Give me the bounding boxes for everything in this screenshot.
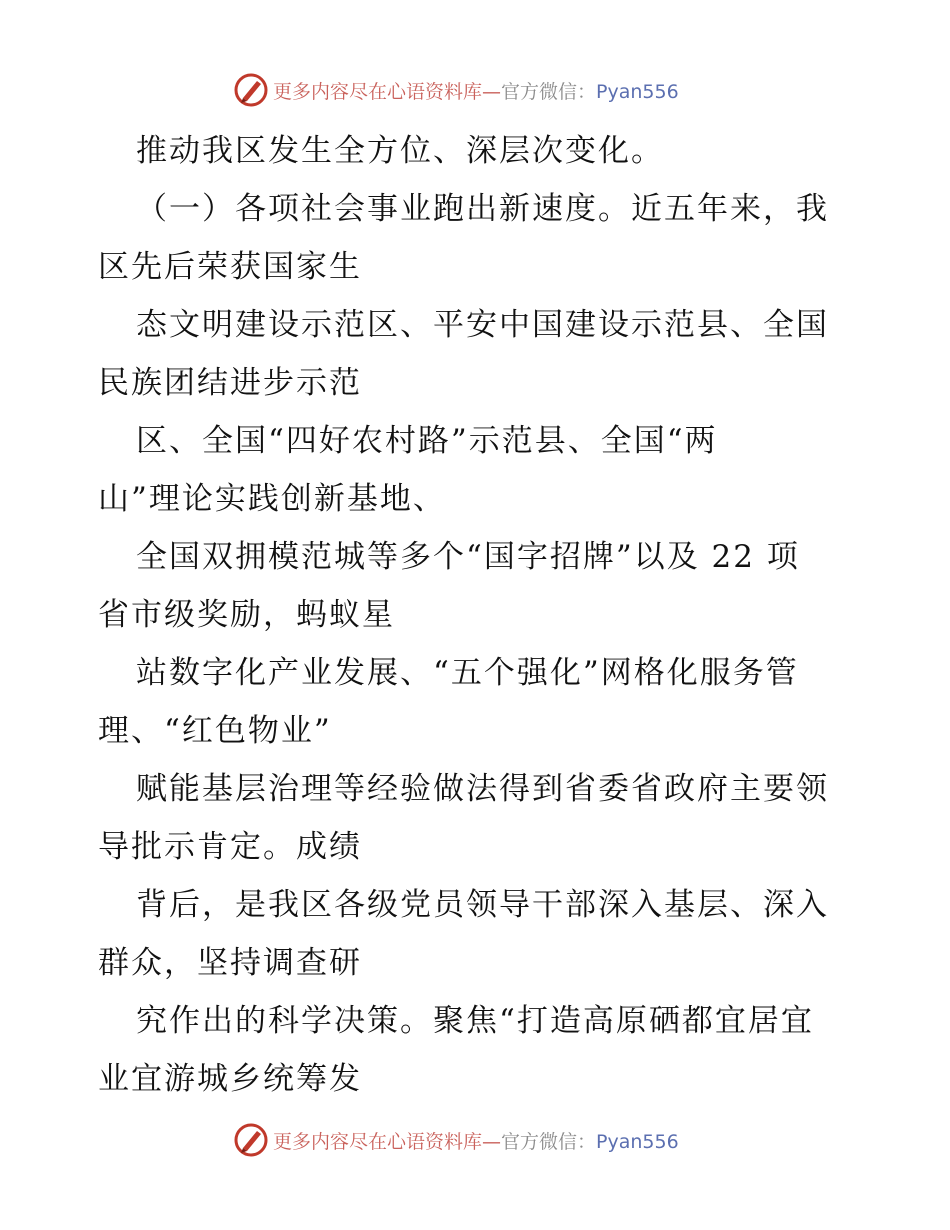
text-line: 区先后荣获国家生 [98, 249, 362, 285]
text-line: 群众，坚持调查研 [98, 945, 362, 981]
text-line: 理、“红色物业” [98, 713, 332, 749]
text-line: 赋能基层治理等经验做法得到省委省政府主要领 [136, 771, 829, 807]
text-line: 民族团结进步示范 [98, 365, 362, 401]
header-wechat-id: Pyan556 [596, 80, 679, 103]
text-line: 态文明建设示范区、平安中国建设示范县、全国 [136, 307, 829, 343]
pen-logo-icon [233, 72, 269, 108]
header-banner [0, 70, 950, 110]
footer-separator: — [482, 1130, 502, 1153]
footer-wechat-id: Pyan556 [596, 1130, 679, 1153]
text-line: 全国双拥模范城等多个“国字招牌”以及 22 项 [136, 539, 800, 575]
text-line: 究作出的科学决策。聚焦“打造高原硒都宜居宜 [136, 1003, 814, 1039]
header-brand-text: 更多内容尽在心语资料库 [273, 80, 483, 103]
footer-brand-text: 更多内容尽在心语资料库 [273, 1130, 483, 1153]
document-body [98, 122, 850, 1108]
text-line: 背后，是我区各级党员领导干部深入基层、深入 [136, 887, 829, 923]
footer-banner-text [273, 1127, 679, 1154]
text-line: 业宜游城乡统筹发 [98, 1061, 362, 1097]
footer-wechat-label: 官方微信： [501, 1130, 597, 1153]
text-line: 导批示肯定。成绩 [98, 829, 362, 865]
pen-logo-icon [233, 1122, 269, 1158]
text-line: 省市级奖励，蚂蚁星 [98, 597, 395, 633]
header-banner-text [273, 77, 679, 104]
text-line: 推动我区发生全方位、深层次变化。 [136, 133, 664, 169]
text-line: 山”理论实践创新基地、 [98, 481, 446, 517]
text-line: （一）各项社会事业跑出新速度。近五年来，我 [136, 191, 829, 227]
header-separator: — [482, 80, 502, 103]
text-line: 站数字化产业发展、“五个强化”网格化服务管 [136, 655, 799, 691]
footer-banner [0, 1120, 950, 1160]
header-wechat-label: 官方微信： [501, 80, 597, 103]
text-line: 区、全国“四好农村路”示范县、全国“两 [136, 423, 718, 459]
